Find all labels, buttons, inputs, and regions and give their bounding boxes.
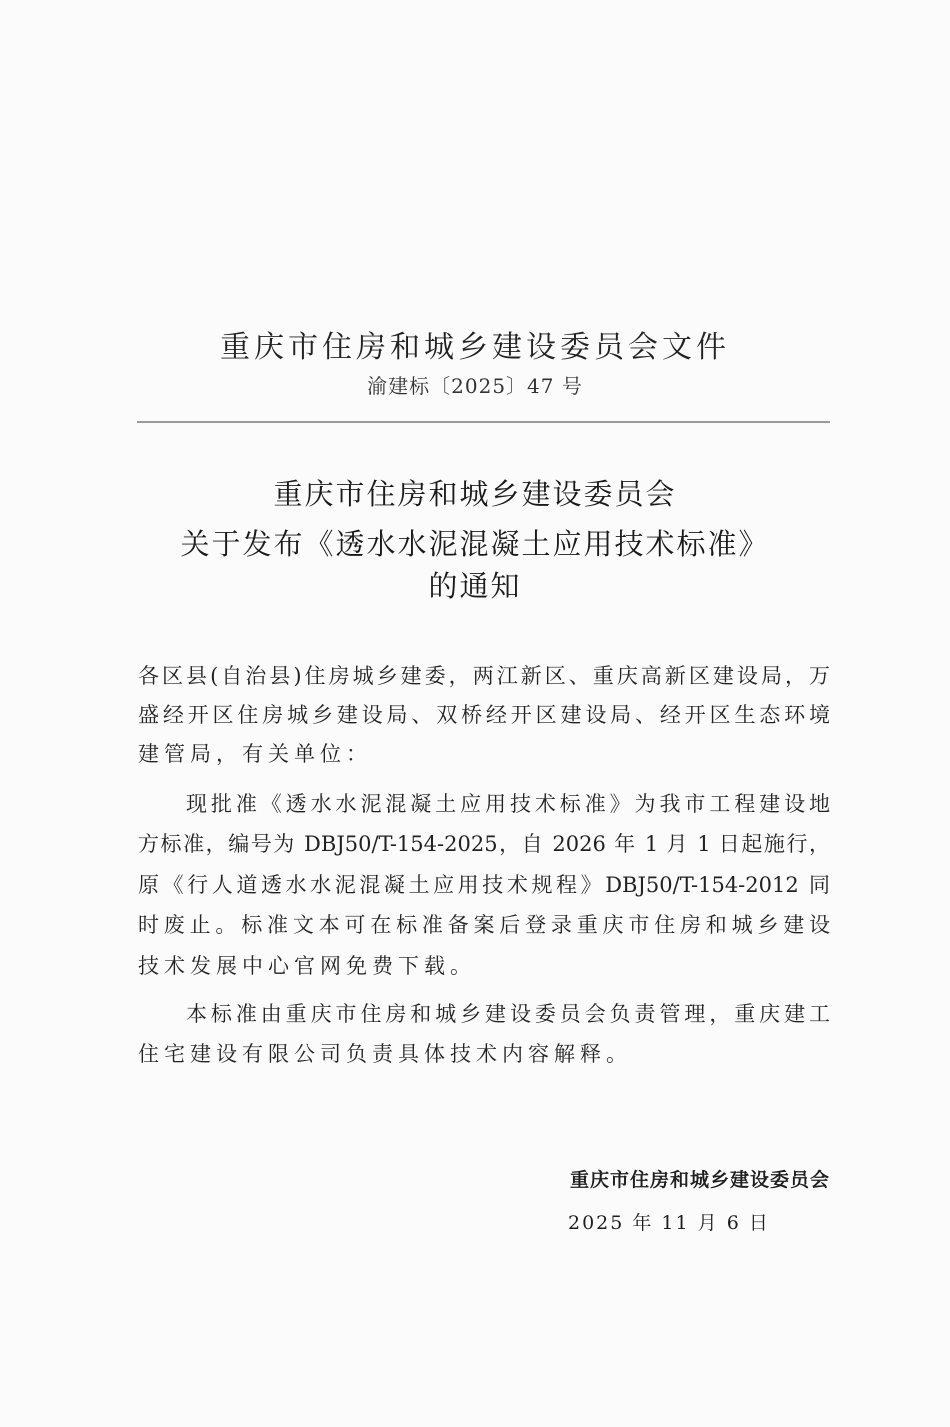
signature-date: 2025 年 11 月 6 日 <box>568 1212 770 1234</box>
document-number: 渝建标〔2025〕47 号 <box>367 374 583 398</box>
body-line: 技术发展中心官网免费下载。 <box>138 954 476 978</box>
body-line: 时废止。标准文本可在标准备案后登录重庆市住房和城乡建设 <box>138 913 830 937</box>
body-line: 现批准《透水水泥混凝土应用技术标准》为我市工程建设地 <box>186 792 830 816</box>
body-line: 原《行人道透水水泥混凝土应用技术规程》DBJ50/T-154-2012 同 <box>138 873 830 897</box>
body-line: 各区县(自治县)住房城乡建委，两江新区、重庆高新区建设局，万 <box>138 664 830 688</box>
body-line: 盛经开区住房城乡建设局、双桥经开区建设局、经开区生态环境 <box>138 703 830 727</box>
body-line: 建管局，有关单位： <box>138 742 372 766</box>
signature-organization: 重庆市住房和城乡建设委员会 <box>569 1169 830 1191</box>
notice-title-line: 重庆市住房和城乡建设委员会 <box>273 477 677 511</box>
body-line: 方标准，编号为 DBJ50/T-154-2025，自 2026 年 1 月 1 日起施行， <box>138 832 830 856</box>
notice-title-line: 关于发布《透水水泥混凝土应用技术标准》 <box>180 527 770 561</box>
body-line: 本标准由重庆市住房和城乡建设委员会负责管理，重庆建工 <box>186 1002 830 1026</box>
body-line: 住宅建设有限公司负责具体技术内容解释。 <box>138 1042 632 1066</box>
notice-title-line: 的通知 <box>428 569 522 603</box>
header-divider <box>137 421 830 423</box>
issuer-heading: 重庆市住房和城乡建设委员会文件 <box>220 330 730 365</box>
